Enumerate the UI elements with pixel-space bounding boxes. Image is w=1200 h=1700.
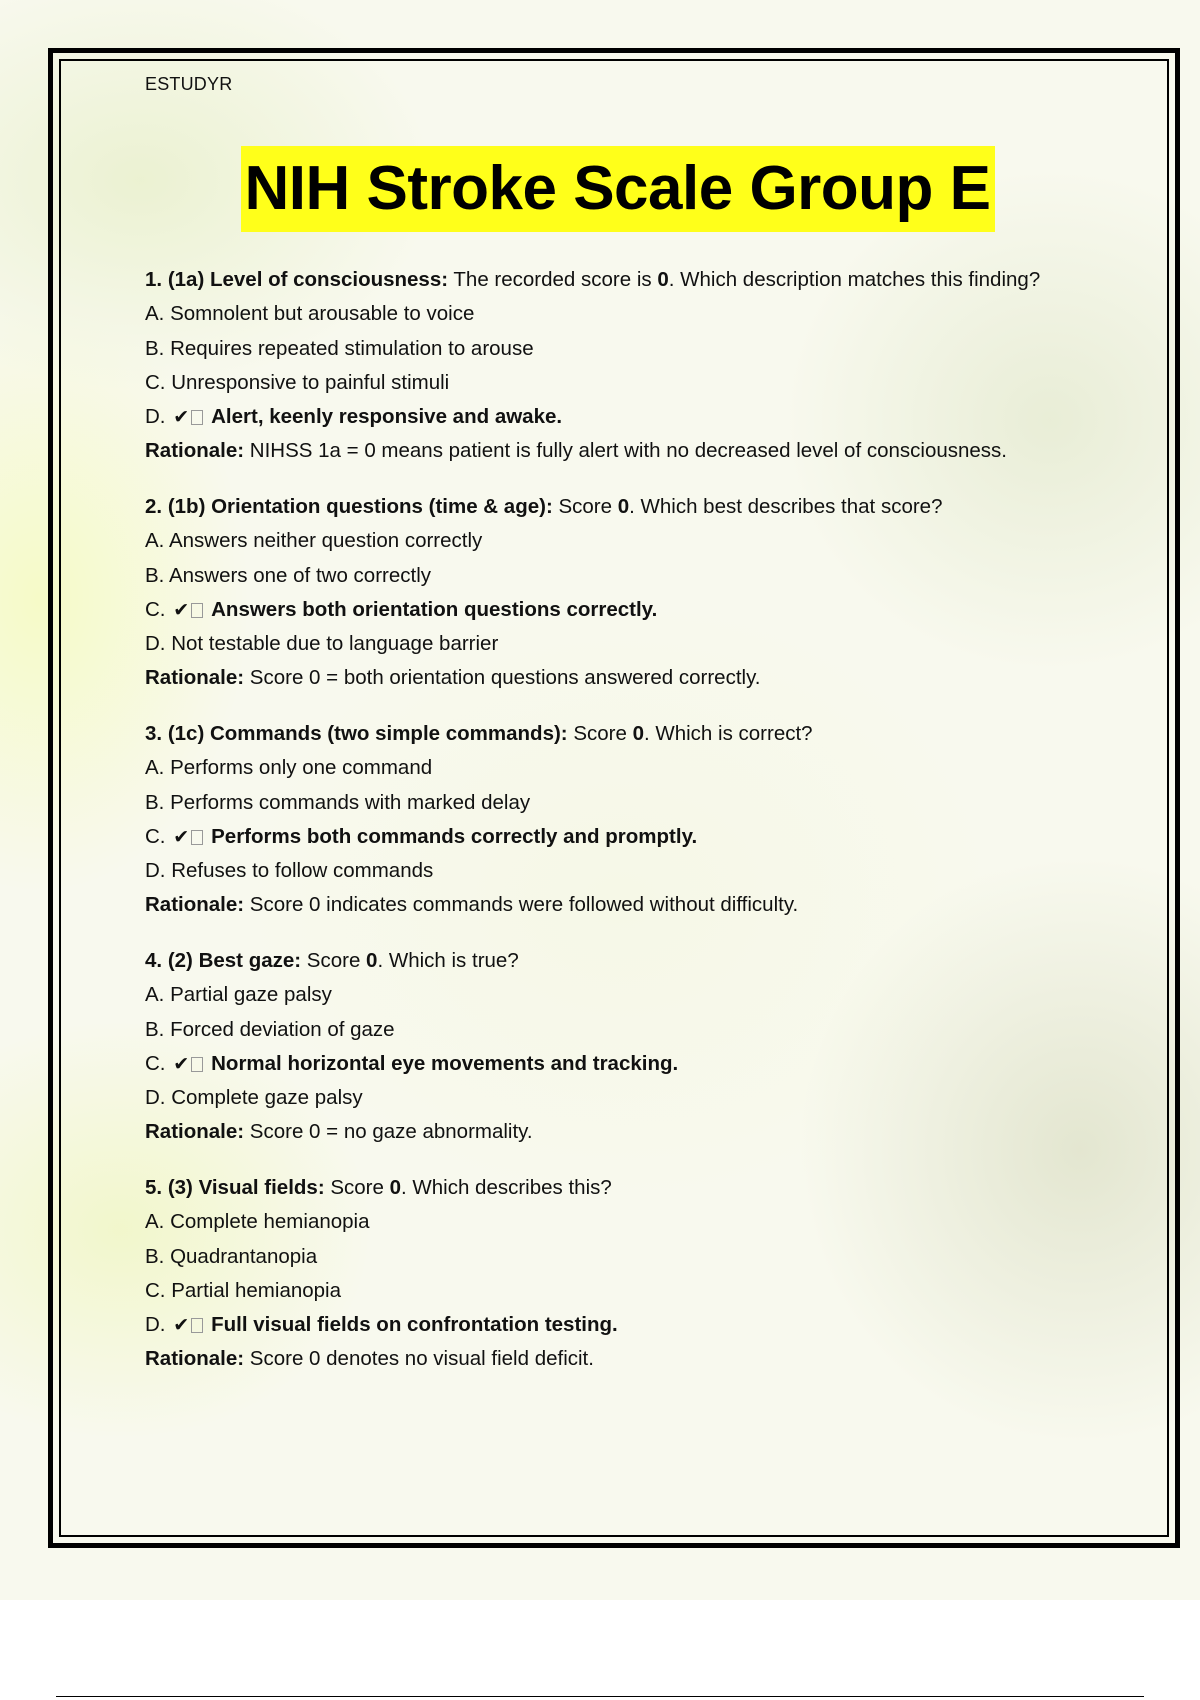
question-label: (1c) Commands (two simple commands): <box>167 722 568 745</box>
question-block <box>145 944 1155 1150</box>
rationale-label: Rationale: <box>145 666 245 690</box>
question-stem-pre: The recorded score is <box>448 268 658 291</box>
option-text: Requires repeated stimulation to arouse <box>170 336 534 360</box>
option-text: Performs both commands correctly and promptly. <box>211 824 698 848</box>
question-block <box>145 1171 1155 1377</box>
question-score: 0 <box>632 722 644 745</box>
option-letter: B. <box>145 336 165 360</box>
question-stem-post: . Which best describes that score? <box>629 495 943 518</box>
option-letter: D. <box>145 1313 166 1337</box>
question-label: (1a) Level of consciousness: <box>167 268 449 291</box>
option-letter: A. <box>145 983 165 1007</box>
footer-divider <box>56 1696 1144 1697</box>
option-text: Answers one of two correctly <box>168 563 431 587</box>
option-text: Partial hemianopia <box>171 1278 341 1302</box>
answer-option <box>145 297 1155 331</box>
option-text: Refuses to follow commands <box>171 859 434 883</box>
question-stem <box>145 717 1155 751</box>
question-score: 0 <box>366 949 378 972</box>
question-number: 2. <box>145 495 163 518</box>
option-text: Unresponsive to painful stimuli <box>171 370 450 394</box>
answer-option <box>145 524 1155 558</box>
option-letter: B. <box>145 790 165 814</box>
question-block <box>145 490 1155 696</box>
brand-label: ESTUDYR <box>145 74 233 94</box>
answer-option-correct <box>145 1047 1155 1081</box>
question-stem <box>145 1171 1155 1205</box>
page-title: NIH Stroke Scale Group E <box>241 146 995 232</box>
title-wrap <box>0 146 1200 232</box>
question-stem-pre: Score <box>324 1176 390 1199</box>
question-stem <box>145 490 1155 524</box>
answer-option <box>145 332 1155 366</box>
option-letter: B. <box>145 1017 165 1041</box>
question-number: 4. <box>145 949 163 972</box>
checkmark-icon: ✔ <box>173 406 190 429</box>
empty-box-icon <box>191 1318 203 1333</box>
answer-option <box>145 1274 1155 1308</box>
question-stem-post: . Which is correct? <box>643 722 813 745</box>
option-letter: D. <box>145 859 166 883</box>
question-number: 5. <box>145 1176 163 1199</box>
empty-box-icon <box>191 1057 203 1072</box>
answer-option <box>145 1013 1155 1047</box>
option-text: Complete gaze palsy <box>171 1086 363 1110</box>
question-block <box>145 263 1155 469</box>
rationale-label: Rationale: <box>145 439 245 463</box>
checkmark-icon: ✔ <box>173 1052 190 1075</box>
empty-box-icon <box>191 603 203 618</box>
question-stem-post: . Which is true? <box>377 949 519 972</box>
checkmark-icon: ✔ <box>173 1314 190 1337</box>
answer-option <box>145 1205 1155 1239</box>
empty-box-icon <box>191 830 203 845</box>
question-block <box>145 717 1155 923</box>
rationale-text: Score 0 = both orientation questions answered correctly. <box>244 666 761 690</box>
question-number: 1. <box>145 268 163 291</box>
answer-option <box>145 1081 1155 1115</box>
option-text: Alert, keenly responsive and awake. <box>211 405 563 429</box>
rationale-text: Score 0 denotes no visual field deficit. <box>244 1347 594 1371</box>
rationale-text: Score 0 = no gaze abnormality. <box>244 1120 533 1144</box>
option-letter: A. <box>145 756 165 780</box>
question-label: (1b) Orientation questions (time & age): <box>167 495 553 518</box>
answer-option <box>145 559 1155 593</box>
answer-option <box>145 751 1155 785</box>
option-letter: D. <box>145 632 166 656</box>
answer-option-correct <box>145 593 1155 627</box>
option-letter: D. <box>145 1086 166 1110</box>
question-stem-post: . Which describes this? <box>401 1176 612 1199</box>
question-label: (3) Visual fields: <box>167 1176 325 1199</box>
answer-option <box>145 786 1155 820</box>
option-text: Not testable due to language barrier <box>171 632 499 656</box>
answer-option-correct <box>145 1308 1155 1342</box>
option-text: Somnolent but arousable to voice <box>170 302 475 326</box>
question-stem-pre: Score <box>567 722 633 745</box>
answer-option-correct <box>145 400 1155 434</box>
question-score: 0 <box>617 495 630 518</box>
option-letter: B. <box>145 1244 165 1268</box>
option-letter: A. <box>145 529 165 553</box>
option-text: Forced deviation of gaze <box>170 1017 395 1041</box>
option-text: Answers both orientation questions correctly. <box>211 597 658 621</box>
rationale <box>145 434 1155 468</box>
option-letter: A. <box>145 1210 165 1234</box>
option-text: Performs commands with marked delay <box>170 790 531 814</box>
rationale-text: NIHSS 1a = 0 means patient is fully alert with no decreased level of consciousness. <box>244 439 1007 463</box>
option-text: Quadrantanopia <box>170 1244 318 1268</box>
rationale <box>145 1115 1155 1149</box>
option-text: Normal horizontal eye movements and tracking. <box>211 1051 679 1075</box>
rationale <box>145 661 1155 695</box>
rationale <box>145 1342 1155 1376</box>
option-letter: C. <box>145 597 166 621</box>
option-text: Performs only one command <box>170 756 433 780</box>
empty-box-icon <box>191 410 203 425</box>
option-letter: C. <box>145 1278 166 1302</box>
checkmark-icon: ✔ <box>173 598 190 621</box>
answer-option <box>145 854 1155 888</box>
question-stem <box>145 263 1155 297</box>
answer-option <box>145 978 1155 1012</box>
rationale-label: Rationale: <box>145 1120 245 1144</box>
rationale-label: Rationale: <box>145 1347 245 1371</box>
question-stem-pre: Score <box>552 495 618 518</box>
question-stem-pre: Score <box>301 949 367 972</box>
option-letter: C. <box>145 824 166 848</box>
answer-option <box>145 627 1155 661</box>
rationale-text: Score 0 indicates commands were followed without difficulty. <box>244 893 799 917</box>
answer-option <box>145 366 1155 400</box>
answer-option <box>145 1240 1155 1274</box>
option-text: Answers neither question correctly <box>168 529 483 553</box>
question-stem-post: . Which description matches this finding? <box>668 268 1041 291</box>
question-score: 0 <box>389 1176 402 1199</box>
option-letter: D. <box>145 405 166 429</box>
rationale-label: Rationale: <box>145 893 245 917</box>
option-letter: B. <box>145 563 165 587</box>
option-letter: C. <box>145 1051 166 1075</box>
option-letter: A. <box>145 302 165 326</box>
question-label: (2) Best gaze: <box>167 949 302 972</box>
question-number: 3. <box>145 722 163 745</box>
option-text: Partial gaze palsy <box>170 983 332 1007</box>
question-score: 0 <box>657 268 669 291</box>
option-text: Complete hemianopia <box>170 1210 370 1234</box>
option-text: Full visual fields on confrontation testing. <box>211 1313 618 1337</box>
option-letter: C. <box>145 370 166 394</box>
rationale <box>145 888 1155 922</box>
question-stem <box>145 944 1155 978</box>
checkmark-icon: ✔ <box>173 825 190 848</box>
answer-option-correct <box>145 820 1155 854</box>
